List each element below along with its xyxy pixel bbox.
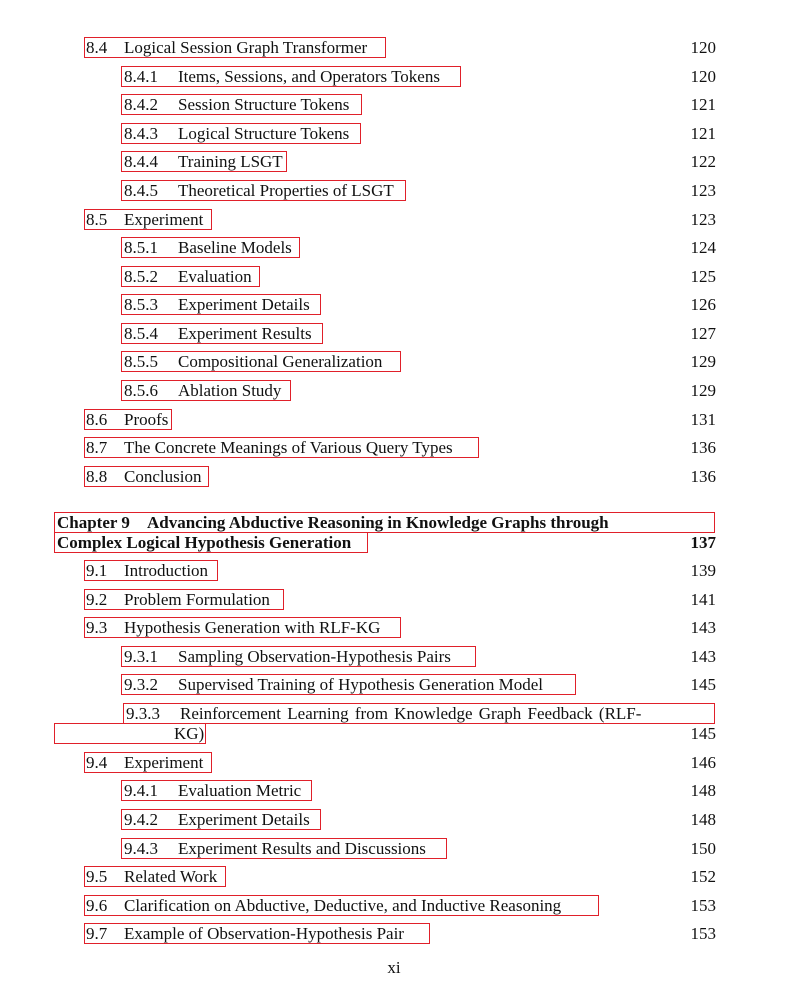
toc-page: 123 xyxy=(690,181,716,200)
toc-page: 146 xyxy=(690,753,716,772)
toc-page: 143 xyxy=(690,647,716,666)
toc-entry-8-5-5[interactable] xyxy=(0,351,788,373)
toc-entry-8-5-2[interactable] xyxy=(0,266,788,288)
toc-number: 8.8 xyxy=(86,467,108,486)
chapter-title-line-1: Advancing Abductive Reasoning in Knowledge Graphs through xyxy=(147,513,609,532)
toc-title: Hypothesis Generation with RLF-KG xyxy=(124,618,381,637)
toc-title: Session Structure Tokens xyxy=(178,95,350,114)
toc-number: 8.4.5 xyxy=(124,181,158,200)
toc-title: Example of Observation-Hypothesis Pair xyxy=(124,924,404,943)
toc-title: Clarification on Abductive, Deductive, and Inductive Reasoning xyxy=(124,896,562,915)
toc-page: 153 xyxy=(690,924,716,943)
toc-page: 129 xyxy=(690,381,716,400)
toc-number: 9.4.1 xyxy=(124,781,158,800)
toc-title: Problem Formulation xyxy=(124,590,270,609)
toc-number: 8.6 xyxy=(86,410,108,429)
toc-title-line-1: Reinforcement Learning from Knowledge Graph Feedback (RLF- xyxy=(180,704,642,723)
toc-entry-8-4-3[interactable] xyxy=(0,123,788,145)
toc-page: 120 xyxy=(690,67,716,86)
toc-number: 8.7 xyxy=(86,438,108,457)
toc-number: 8.4 xyxy=(86,38,108,57)
toc-number: 9.3 xyxy=(86,618,108,637)
toc-entry-8-4-2[interactable] xyxy=(0,94,788,116)
toc-entry-9-6[interactable] xyxy=(0,895,788,917)
toc-entry-9-3-3-line-1[interactable] xyxy=(0,703,788,725)
toc-page: 137 xyxy=(690,533,716,552)
toc-title: Experiment xyxy=(124,210,204,229)
toc-entry-8-5[interactable] xyxy=(0,209,788,231)
toc-entry-9-3-1[interactable] xyxy=(0,646,788,668)
toc-number: 9.4.2 xyxy=(124,810,158,829)
toc-page: 124 xyxy=(690,238,716,257)
toc-title-line-2: KG) xyxy=(174,724,205,743)
toc-title: Evaluation xyxy=(178,267,252,286)
toc-page: 150 xyxy=(690,839,716,858)
toc-entry-9-3[interactable] xyxy=(0,617,788,639)
toc-entry-9-4-1[interactable] xyxy=(0,780,788,802)
toc-number: 9.4.3 xyxy=(124,839,158,858)
toc-title: Conclusion xyxy=(124,467,202,486)
toc-title: Experiment Details xyxy=(178,295,310,314)
toc-entry-8-7[interactable] xyxy=(0,437,788,459)
toc-title: Supervised Training of Hypothesis Generation Model xyxy=(178,675,543,694)
toc-page: 148 xyxy=(690,810,716,829)
toc-number: 9.4 xyxy=(86,753,108,772)
toc-page: 127 xyxy=(690,324,716,343)
toc-number: 9.2 xyxy=(86,590,108,609)
toc-entry-8-5-6[interactable] xyxy=(0,380,788,402)
chapter-title-line-2: Complex Logical Hypothesis Generation xyxy=(57,533,352,552)
toc-page: 141 xyxy=(690,590,716,609)
toc-number: 9.5 xyxy=(86,867,108,886)
toc-number: 8.5.6 xyxy=(124,381,158,400)
toc-page: 152 xyxy=(690,867,716,886)
toc-entry-9-2[interactable] xyxy=(0,589,788,611)
toc-number: 9.7 xyxy=(86,924,108,943)
toc-entry-9-4[interactable] xyxy=(0,752,788,774)
toc-title: Evaluation Metric xyxy=(178,781,302,800)
toc-entry-9-4-3[interactable] xyxy=(0,838,788,860)
toc-page: 121 xyxy=(690,95,716,114)
toc-entry-8-8[interactable] xyxy=(0,466,788,488)
page-number-footer: xi xyxy=(387,958,401,977)
toc-page: 131 xyxy=(690,410,716,429)
toc-page: 145 xyxy=(690,675,716,694)
toc-page: 136 xyxy=(690,438,716,457)
toc-number: 9.3.1 xyxy=(124,647,158,666)
toc-number: 8.4.2 xyxy=(124,95,158,114)
toc-entry-8-4-4[interactable] xyxy=(0,151,788,173)
toc-page: 120 xyxy=(690,38,716,57)
toc-entry-8-5-3[interactable] xyxy=(0,294,788,316)
toc-entry-8-6[interactable] xyxy=(0,409,788,431)
toc-title: Theoretical Properties of LSGT xyxy=(178,181,394,200)
toc-entry-9-3-2[interactable] xyxy=(0,674,788,696)
toc-page: 122 xyxy=(690,152,716,171)
toc-page: 143 xyxy=(690,618,716,637)
toc-number: 8.5 xyxy=(86,210,108,229)
toc-title: Compositional Generalization xyxy=(178,352,383,371)
toc-number: 8.4.3 xyxy=(124,124,158,143)
toc-title: Proofs xyxy=(124,410,169,429)
toc-title: Sampling Observation-Hypothesis Pairs xyxy=(178,647,451,666)
toc-number: 9.3.2 xyxy=(124,675,158,694)
toc-title: Items, Sessions, and Operators Tokens xyxy=(178,67,440,86)
toc-entry-8-4-1[interactable] xyxy=(0,66,788,88)
toc-page: 123 xyxy=(690,210,716,229)
toc-entry-8-4[interactable] xyxy=(0,37,788,59)
toc-number: 8.5.5 xyxy=(124,352,158,371)
chapter-label: Chapter 9 xyxy=(57,513,130,532)
toc-page: 126 xyxy=(690,295,716,314)
toc-number: 8.5.4 xyxy=(124,324,158,343)
toc-chapter-9-line-2[interactable] xyxy=(0,532,788,554)
toc-entry-9-4-2[interactable] xyxy=(0,809,788,831)
toc-page: 129 xyxy=(690,352,716,371)
toc-page: 121 xyxy=(690,124,716,143)
toc-entry-9-1[interactable] xyxy=(0,560,788,582)
toc-entry-8-5-4[interactable] xyxy=(0,323,788,345)
toc-number: 8.5.2 xyxy=(124,267,158,286)
toc-number: 9.6 xyxy=(86,896,108,915)
toc-chapter-9-line-1[interactable] xyxy=(0,512,788,534)
toc-title: Baseline Models xyxy=(178,238,292,257)
toc-title: Introduction xyxy=(124,561,209,580)
toc-title: Logical Structure Tokens xyxy=(178,124,350,143)
toc-title: Experiment Results xyxy=(178,324,312,343)
toc-entry-9-3-3-line-2[interactable] xyxy=(0,723,788,745)
toc-entry-9-5[interactable] xyxy=(0,866,788,888)
toc-number: 8.5.1 xyxy=(124,238,158,257)
toc-page: 139 xyxy=(690,561,716,580)
toc-title: Experiment Details xyxy=(178,810,310,829)
toc-number: 9.1 xyxy=(86,561,108,580)
toc-page: 148 xyxy=(690,781,716,800)
toc-entry-8-5-1[interactable] xyxy=(0,237,788,259)
toc-page: 136 xyxy=(690,467,716,486)
toc-page: 125 xyxy=(690,267,716,286)
toc-title: The Concrete Meanings of Various Query Types xyxy=(124,438,453,457)
toc-entry-9-7[interactable] xyxy=(0,923,788,945)
toc-entry-8-4-5[interactable] xyxy=(0,180,788,202)
toc-title: Ablation Study xyxy=(178,381,282,400)
toc-title: Logical Session Graph Transformer xyxy=(124,38,368,57)
toc-number: 8.4.1 xyxy=(124,67,158,86)
toc-title: Related Work xyxy=(124,867,218,886)
toc-number: 9.3.3 xyxy=(126,704,160,723)
toc-number: 8.5.3 xyxy=(124,295,158,314)
toc-title: Experiment Results and Discussions xyxy=(178,839,426,858)
toc-title: Training LSGT xyxy=(178,152,283,171)
toc-title: Experiment xyxy=(124,753,204,772)
toc-page: 153 xyxy=(690,896,716,915)
toc-number: 8.4.4 xyxy=(124,152,158,171)
toc-page: 145 xyxy=(690,724,716,743)
